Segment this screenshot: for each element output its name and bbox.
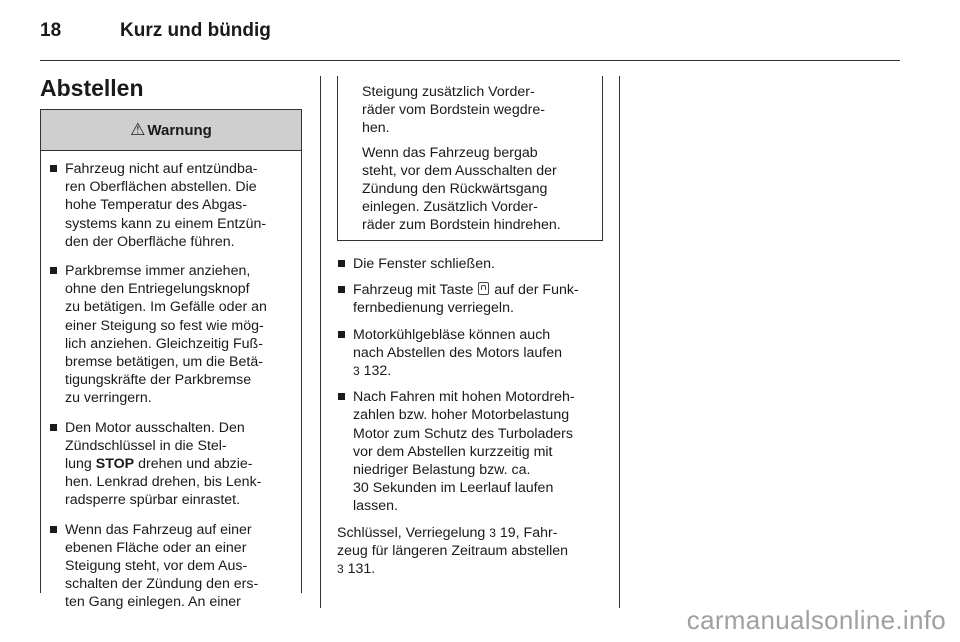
section-title: Abstellen [40,75,144,101]
column-divider-right [619,76,620,608]
warning-label: Warnung [147,121,212,139]
warning-header [41,110,301,151]
page-number: 18 [40,20,62,41]
warning-triangle-icon: ⚠ [130,120,146,139]
page-ref-link[interactable]: 131. [347,561,376,578]
cross-references: Schlüssel, Verriegelung 3 19, Fahr- zeug für längeren Zeitraum abstellen 3 131. [337,524,569,578]
page-ref-link[interactable]: 19, Fahr- [499,524,558,541]
page-ref-icon: 3 [353,364,360,379]
bullet-windows: Die Fenster schließen. [337,255,603,273]
warning-continuation-p2: Wenn das Fahrzeug bergab steht, vor dem Ausschalten der Zündung den Rückwärtsgang einlegen. Zusätzlich Vorder- räder zum Bordstein hindrehen. [362,144,561,234]
bullet-lock: Fahrzeug mit Taste auf der Funk- fernbedienung verriegeln. [337,281,603,317]
page-ref-icon: 3 [489,525,496,540]
warning-continuation-p1: Steigung zusätzlich Vorder- räder vom Bordstein wegdre- hen. [362,84,545,137]
watermark: carmanualsonline.info [686,605,946,635]
bullet-turbo: Nach Fahren mit hohen Motordreh- zahlen bzw. hoher Motorbelastung Motor zum Schutz des Turboladers vor dem Abstellen kurzzeitig mit niedriger Belastung bzw. ca. 30 Sekunden im Leerlauf laufen lassen. [337,388,603,515]
warning-item-2: Parkbremse immer anziehen, ohne den Entriegelungsknopf zu betätigen. Im Gefälle oder an einer Steigung so fest wie mög- lich anziehen. Gleichzeitig Fuß- bremse betätigen, um die Betä- tigungskräfte der Parkbremse zu verringern. [49,262,295,408]
page-ref-link[interactable]: 132. [363,363,392,380]
page-ref-icon: 3 [337,562,344,577]
warning-box [40,109,302,611]
warning-item-1: Fahrzeug nicht auf entzündba- ren Oberflächen abstellen. Die hohe Temperatur des Abgas- systems kann zu einem Entzün- den der Oberfläche führen. [49,160,295,251]
bullet-fan: Motorkühlgebläse können auch nach Abstellen des Motors laufen 3 132. [337,326,603,381]
stop-label: STOP [95,456,135,473]
left-column [40,109,302,611]
column-divider [320,76,321,608]
header-divider [40,60,900,61]
lock-key-icon [478,282,489,295]
chapter-title: Kurz und bündig [120,20,271,41]
middle-column [337,76,603,578]
warning-item-4: Wenn das Fahrzeug auf einer ebenen Fläche oder an einer Steigung steht, vor dem Aus- schalten der Zündung den ers- ten Gang einlegen. An einer [49,521,295,612]
warning-item-3: Den Motor ausschalten. Den Zündschlüssel in die Stel- lung STOP drehen und abzie- hen. Lenkrad drehen, bis Lenk- radsperre spürbar einrastet. [49,419,295,510]
warning-continuation-box [337,76,603,241]
page-header [40,20,271,42]
